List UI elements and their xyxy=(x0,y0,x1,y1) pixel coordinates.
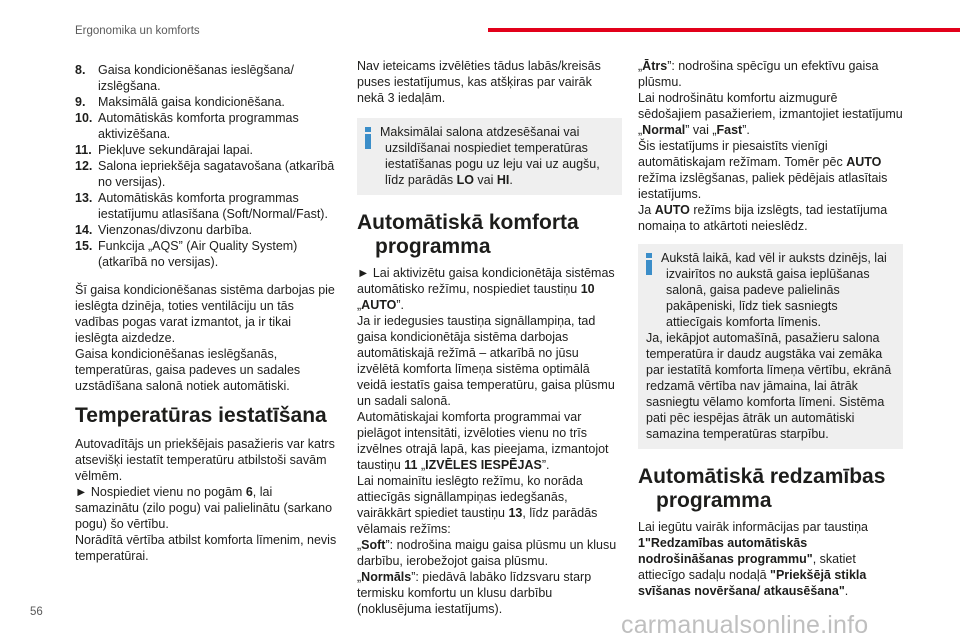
list-item: 8. Gaisa kondicionēšanas ieslēgšana/ izslēgšana. xyxy=(75,63,294,93)
list-item: 12. Salona iepriekšēja sagatavošana (atkarībā no versijas). xyxy=(75,159,335,189)
list-item: 10. Automātiskās komforta programmas aktivizēšana. xyxy=(75,111,299,141)
paragraph: Norādītā vērtība atbilst komforta līmenim, nevis temperatūrai. xyxy=(75,533,337,563)
list-item: 14. Vienzonas/divzonu darbība. xyxy=(75,223,253,237)
paragraph: Lai nomainītu ieslēgto režīmu, ko norāda attiecīgās signāllampiņas iedegšanās, vairākkārt spiediet taustiņu 13, līdz parādās vēlamais režīms: xyxy=(357,474,598,536)
list-item: 13. Automātiskās komforta programmas iestatījumu atlasīšana (Soft/Normal/Fast). xyxy=(75,191,328,221)
section-heading-temperature: Temperatūras iestatīšana xyxy=(75,404,327,427)
column-3 xyxy=(638,58,903,599)
list-item: 15. Funkcija „AQS” (Air Quality System) (atkarībā no versijas). xyxy=(75,239,298,269)
info-text: uzsildīšanai nospiediet temperatūras iestatīšanas pogu uz leju vai uz augšu, līdz parādās LO vai HI. xyxy=(385,141,600,187)
paragraph: ► Lai aktivizētu gaisa kondicionētāja sistēmas automātisko režīmu, nospiediet taustiņu 10 „AUTO”. xyxy=(357,266,615,312)
list-item: 9. Maksimālā gaisa kondicionēšana. xyxy=(75,95,285,109)
info-box xyxy=(357,118,622,195)
info-icon xyxy=(646,253,652,275)
column-2 xyxy=(357,58,622,617)
header-accent-bar xyxy=(488,28,960,32)
list-item: 11. Piekļuve sekundārajai lapai. xyxy=(75,143,253,157)
paragraph: Lai iegūtu vairāk informācijas par taustiņa 1"Redzamības automātiskās nodrošināšanas programmu", skatiet attiecīgo sadaļu nodaļā "Priekšējā stikla svīšanas novēršana/ atkausēšana". xyxy=(638,520,868,598)
section-heading-auto-visibility: Automātiskā redzamības programma xyxy=(638,465,886,512)
paragraph: Gaisa kondicionēšanas ieslēgšanās, temperatūras, gaisa padeves un sadales uzstādīšana salonā notiek automātiski. xyxy=(75,347,301,393)
info-text: Aukstā laikā, kad vēl ir auksts dzinējs, lai xyxy=(661,251,887,265)
paragraph: Automātiskajai komforta programmai var pielāgot intensitāti, izvēloties vienu no trīs izvēlnes otrajā lapā, kas pieejama, izmantojot taustiņu 11 „IZVĒLES IESPĒJAS”. xyxy=(357,410,609,472)
paragraph: Šī gaisa kondicionēšanas sistēma darbojas pie ieslēgta dzinēja, toties ventilāciju un tās vadības pogas varat izmantot, ja ir tikai ieslēgta aizdedze. xyxy=(75,283,335,345)
paragraph: „Ātrs”: nodrošina spēcīgu un efektīvu gaisa plūsmu. xyxy=(638,59,879,89)
info-text: Maksimālai salona atdzesēšanai vai xyxy=(380,125,580,139)
info-text: Ja, iekāpjot automašīnā, pasažieru salona temperatūra ir daudz augstāka vai zemāka par iestatītā komforta līmeņa vērtību, ekrānā redzamā vērtība nav jāmaina, lai ātrāk sasniegtu vēlamo komforta līmeni. Sistēma pati pēc iespējas ātrāk un automātiski samazina temperatūras starpību. xyxy=(646,331,892,441)
section-heading-auto-comfort: Automātiskā komforta programma xyxy=(357,211,579,258)
info-text: izvairītos no aukstā gaisa ieplūšanas salonā, gaisa padeve palielinās pakāpeniski, līdz tiek sasniegts attiecīgais komforta līmenis. xyxy=(666,267,870,329)
control-list xyxy=(75,62,337,270)
info-box xyxy=(638,244,903,449)
page-number: 56 xyxy=(30,606,43,618)
column-1 xyxy=(75,58,337,564)
paragraph: Šis iestatījums ir piesaistīts vienīgi automātiskajam režīmam. Tomēr pēc AUTO režīma izslēgšanas, paliek pēdējais atlasītais iestatījums. xyxy=(638,139,888,201)
watermark: carmanualsonline.info xyxy=(621,611,869,639)
paragraph: Ja ir iedegusies taustiņa signāllampiņa, tad gaisa kondicionētāja sistēma darbojas automātiskajā režīmā – atkarībā no jūsu izvēlētā komforta līmeņa sistēma optimālā veidā iestatīs gaisa temperatūru, gaisa plūsmu un sadali salonā. xyxy=(357,314,615,408)
paragraph: Ja AUTO režīms bija izslēgts, tad iestatījuma nomaiņa to atkārtoti neieslēdz. xyxy=(638,203,888,233)
paragraph: „Soft”: nodrošina maigu gaisa plūsmu un klusu darbību, ierobežojot gaisa plūsmu. xyxy=(357,538,617,568)
info-icon xyxy=(365,127,371,149)
paragraph: Autovadītājs un priekšējais pasažieris var katrs atsevišķi iestatīt temperatūru atbilstoši savām vēlmēm. xyxy=(75,437,335,483)
paragraph: Nav ieteicams izvēlēties tādus labās/kreisās puses iestatījumus, kas atšķiras par vairāk nekā 3 iedaļām. xyxy=(357,59,601,105)
paragraph: „Normāls”: piedāvā labāko līdzsvaru starp termisku komfortu un klusu darbību (noklusējuma iestatījums). xyxy=(357,570,592,616)
paragraph: Lai nodrošinātu komfortu aizmugurē sēdošajiem pasažieriem, izmantojiet iestatījumu „Normal” vai „Fast”. xyxy=(638,91,903,137)
header-title: Ergonomika un komforts xyxy=(75,25,200,37)
paragraph: ► Nospiediet vienu no pogām 6, lai samazinātu (zilo pogu) vai palielinātu (sarkano pogu) šo vērtību. xyxy=(75,485,333,531)
